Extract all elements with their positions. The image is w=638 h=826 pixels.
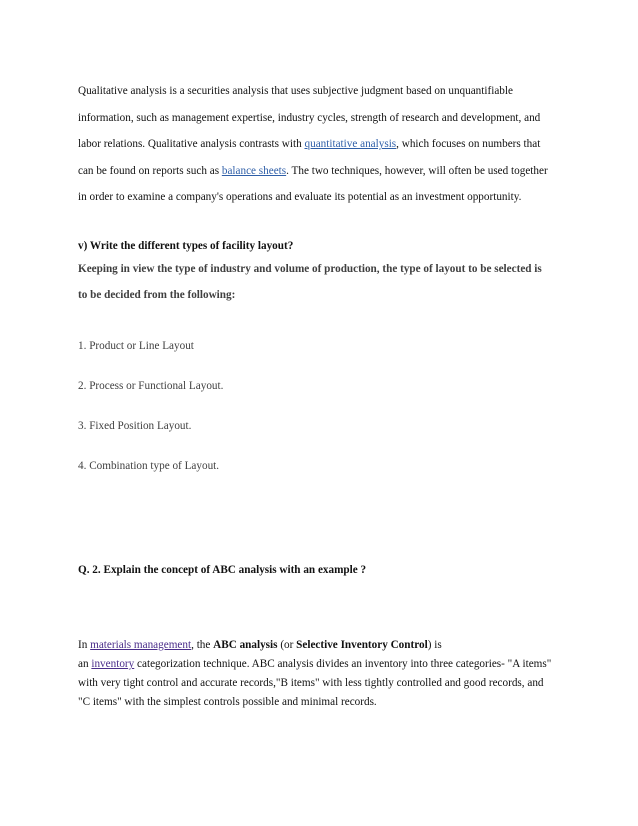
- intro-line-4: [78, 158, 548, 185]
- selective-inventory-control-term: Selective Inventory Control: [296, 639, 428, 651]
- abc-line-1-mid2: (or: [277, 639, 297, 651]
- intro-line-4-tail: . The two techniques, however, will often be used together: [286, 164, 548, 177]
- intro-line-3-tail: , which focuses on numbers that: [396, 138, 541, 151]
- intro-line-3: [78, 131, 548, 158]
- abc-line-3: with very tight control and accurate records,"B items" with less tightly controlled and good records, and: [78, 677, 544, 689]
- abc-line-1-text: In: [78, 639, 91, 651]
- layout-item-4: 4. Combination type of Layout.: [78, 460, 220, 472]
- balance-sheets-link[interactable]: balance sheets: [221, 164, 287, 177]
- abc-line-1-tail: ) is: [427, 639, 442, 651]
- quantitative-analysis-link[interactable]: quantitative analysis: [304, 138, 397, 151]
- question-2-heading: Q. 2. Explain the concept of ABC analysis with an example ?: [78, 564, 367, 576]
- materials-management-link[interactable]: materials management: [90, 639, 192, 651]
- layout-intro-line-1: Keeping in view the type of industry and volume of production, the type of layout to be selected is: [78, 263, 542, 275]
- abc-line-2-tail: categorization technique. ABC analysis divides an inventory into three categories- "A items": [134, 658, 552, 670]
- abc-line-2: [78, 655, 551, 674]
- abc-paragraph: [78, 636, 551, 712]
- abc-line-2-text: an: [78, 658, 92, 670]
- abc-line-1-mid: , the: [191, 639, 214, 651]
- layout-item-2: 2. Process or Functional Layout.: [78, 380, 224, 392]
- intro-line-4-text: can be found on reports such as: [78, 164, 222, 177]
- intro-line-3-text: labor relations. Qualitative analysis contrasts with: [78, 138, 305, 151]
- intro-line-1: Qualitative analysis is a securities analysis that uses subjective judgment based on unquantifiable: [78, 85, 513, 97]
- layout-item-1: 1. Product or Line Layout: [78, 340, 194, 352]
- intro-paragraph: [78, 78, 548, 211]
- abc-analysis-term: ABC analysis: [213, 639, 278, 651]
- inventory-link[interactable]: inventory: [91, 658, 135, 670]
- abc-line-1: [78, 636, 551, 655]
- intro-line-2: information, such as management expertise, industry cycles, strength of research and development, and: [78, 111, 541, 124]
- question-v-heading: v) Write the different types of facility layout?: [78, 240, 294, 252]
- abc-line-4: "C items" with the simplest controls possible and minimal records.: [78, 696, 377, 708]
- intro-line-5: in order to examine a company's operations and evaluate its potential as an investment opportunity.: [78, 191, 522, 204]
- layout-intro-line-2: to be decided from the following:: [78, 289, 236, 301]
- layout-item-3: 3. Fixed Position Layout.: [78, 420, 192, 432]
